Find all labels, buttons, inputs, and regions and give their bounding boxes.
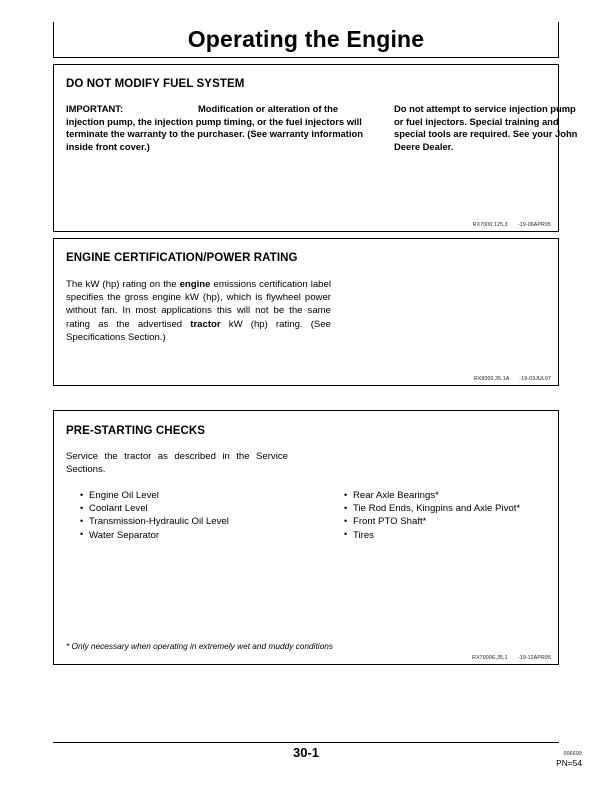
reference-code-date: -19-06APR95	[517, 222, 551, 228]
print-number: PN=54	[556, 758, 582, 768]
cert-text-part-1: The kW (hp) rating on the	[66, 279, 180, 290]
section-pre-starting-checks	[53, 410, 559, 665]
section-heading: ENGINE CERTIFICATION/POWER RATING	[66, 252, 298, 264]
list-item: • Engine Oil Level	[80, 489, 330, 502]
checklist-footnote: * Only necessary when operating in extremely wet and muddy conditions	[66, 641, 334, 651]
reference-code	[474, 376, 551, 382]
important-text: Modification or alteration of the injection pump, the injection pump timing, or the fuel injectors will terminate the warranty to the purchaser. (See warranty information inside front cover.)	[66, 103, 363, 152]
page-title: Operating the Engine	[187, 26, 425, 52]
reference-code-id: RX7000E,35,1	[472, 655, 508, 661]
checklist-column-left	[80, 489, 330, 542]
reference-code	[473, 222, 551, 228]
footer-divider	[53, 742, 559, 743]
pre-starting-intro-text: Service the tractor as described in the Service Sections.	[66, 451, 288, 476]
list-item: • Front PTO Shaft*	[344, 515, 594, 528]
list-item: • Rear Axle Bearings*	[344, 489, 594, 502]
important-notice	[66, 103, 366, 153]
list-item: • Water Separator	[80, 529, 330, 542]
important-label: IMPORTANT:	[66, 103, 124, 114]
section-engine-certification-power-rating	[53, 238, 559, 386]
cert-text-part-2: emissions certification label specifies the gross engine kW (hp), which is flywheel power without fan. In most applications this will not be the same rating as the advertised	[66, 279, 331, 330]
page-number: 30-1	[292, 745, 320, 760]
cert-emphasis-engine: engine	[179, 279, 211, 290]
cert-emphasis-tractor: tractor	[190, 318, 221, 330]
reference-code	[472, 655, 551, 661]
footer-identifiers	[556, 750, 582, 768]
reference-code-date: -19-03JUL97	[519, 376, 551, 382]
reference-code-date: -19-12APR95	[517, 655, 551, 661]
list-item: • Tires	[344, 529, 594, 542]
certification-body-text	[66, 278, 331, 344]
page-title-block	[53, 22, 559, 58]
service-warning-text: Do not attempt to service injection pump or fuel injectors. Special training and special tools are required. See your John Deere Dealer.	[394, 103, 578, 152]
section-heading: PRE-STARTING CHECKS	[66, 425, 206, 437]
document-code: 006699	[563, 751, 582, 757]
list-item: • Transmission-Hydraulic Oil Level	[80, 515, 330, 528]
list-item: • Coolant Level	[80, 502, 330, 515]
reference-code-id: RX8000,35,1A	[473, 376, 510, 382]
section-heading: DO NOT MODIFY FUEL SYSTEM	[66, 78, 245, 90]
checklist-column-right	[344, 489, 594, 542]
reference-code-id: RX7000,125,3	[472, 222, 508, 228]
cert-text-part-3: kW (hp) rating. (See Specifications Section.)	[66, 318, 331, 343]
list-item: • Tie Rod Ends, Kingpins and Axle Pivot*	[344, 502, 594, 515]
section-do-not-modify-fuel-system	[53, 64, 578, 232]
